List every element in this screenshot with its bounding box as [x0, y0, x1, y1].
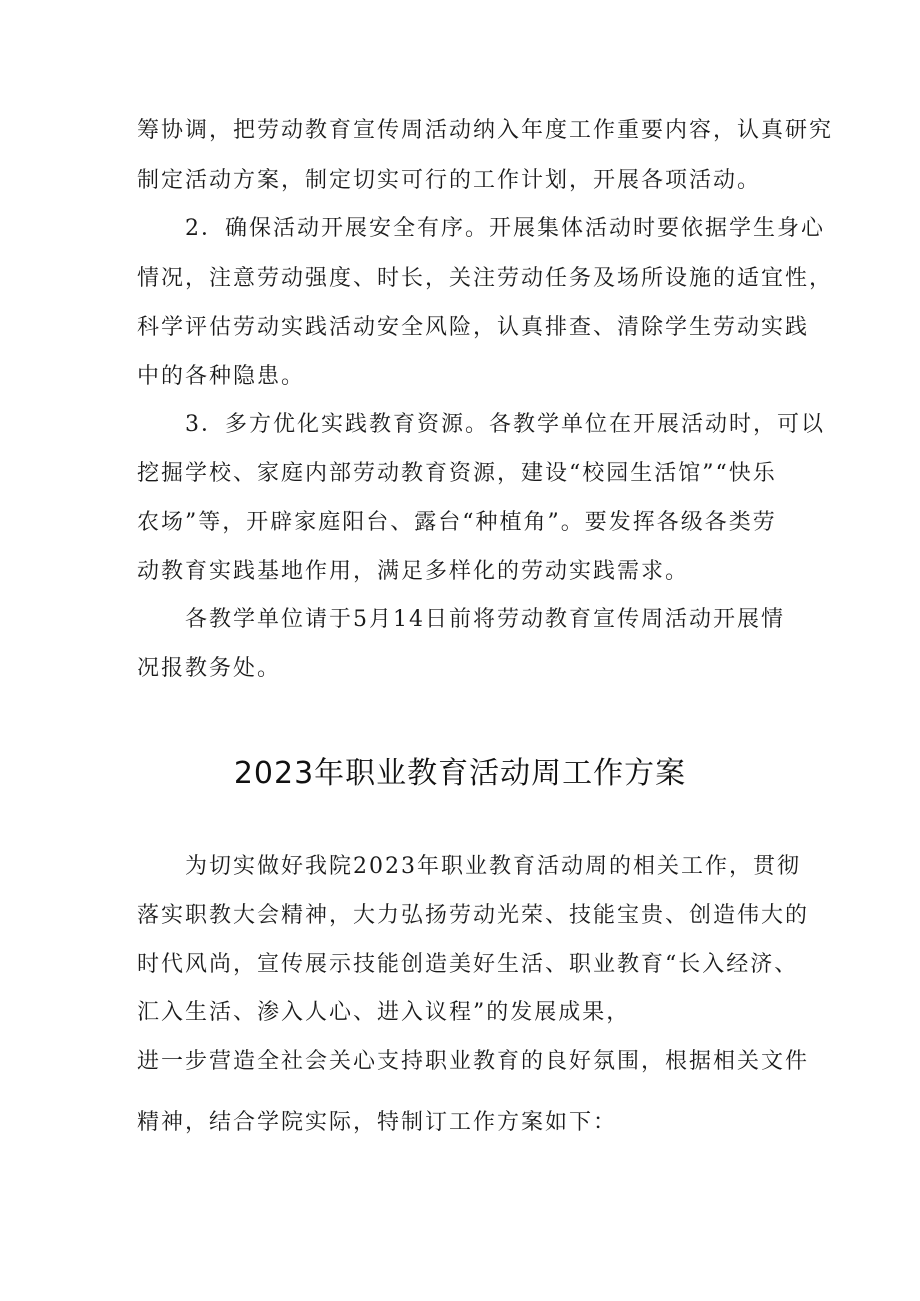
paragraph-line: 挖掘学校、家庭内部劳动教育资源，建设“校园生活馆”“快乐	[137, 461, 777, 486]
paragraph-line: 各教学单位请于5月14日前将劳动教育宣传周活动开展情	[185, 607, 785, 632]
paragraph-line: 科学评估劳动实践活动安全风险，认真排查、清除学生劳动实践	[137, 315, 810, 340]
paragraph-line: 筹协调，把劳动教育宣传周活动纳入年度工作重要内容，认真研究	[137, 118, 834, 143]
paragraph-line: 2．确保活动开展安全有序。开展集体活动时要依据学生身心	[185, 216, 825, 241]
paragraph-line: 中的各种隐患。	[137, 364, 306, 389]
paragraph-line: 制定活动方案，制定切实可行的工作计划，开展各项活动。	[137, 168, 762, 193]
paragraph-line: 3．多方优化实践教育资源。各教学单位在开展活动时，可以	[185, 412, 825, 437]
paragraph-line: 农场”等，开辟家庭阳台、露台“种植角”。要发挥各级各类劳	[137, 510, 777, 535]
document-title: 2023年职业教育活动周工作方案	[233, 756, 687, 791]
paragraph-line: 时代风尚，宣传展示技能创造美好生活、职业教育“长入经济、	[137, 952, 799, 977]
paragraph-line: 汇入生活、渗入人心、进入议程”的发展成果，	[137, 1000, 631, 1025]
paragraph-line: 为切实做好我院2023年职业教育活动周的相关工作，贯彻	[185, 854, 801, 879]
paragraph-line: 况报教务处。	[137, 656, 282, 681]
paragraph-line: 精神，结合学院实际，特制订工作方案如下：	[137, 1110, 618, 1135]
paragraph-line: 情况，注意劳动强度、时长，关注劳动任务及场所设施的适宜性，	[137, 266, 834, 291]
paragraph-line: 动教育实践基地作用，满足多样化的劳动实践需求。	[137, 559, 690, 584]
paragraph-line: 落实职教大会精神，大力弘扬劳动光荣、技能宝贵、创造伟大的	[137, 903, 810, 928]
paragraph-line: 进一步营造全社会关心支持职业教育的良好氛围，根据相关文件	[137, 1049, 810, 1074]
